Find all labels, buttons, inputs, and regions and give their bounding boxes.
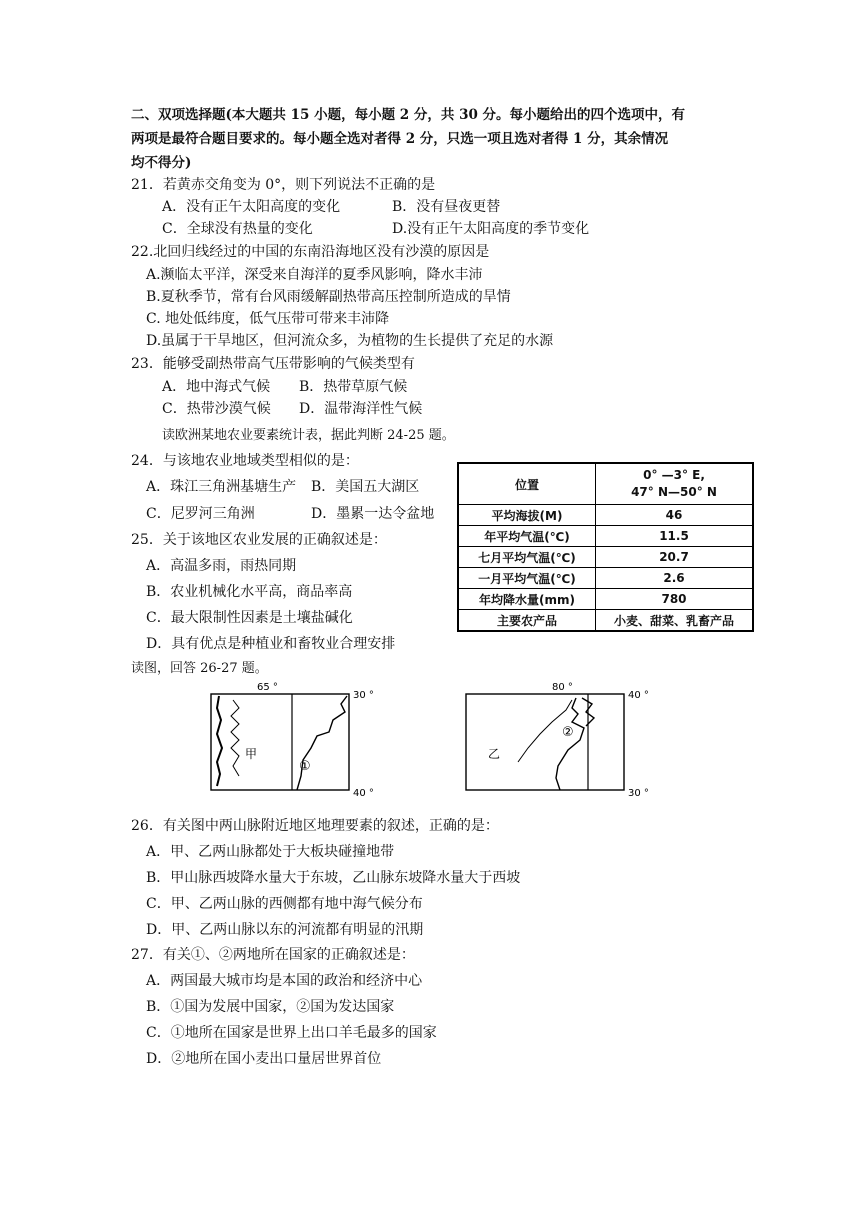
map-1-south-america (205, 678, 385, 800)
q23-option-b: B．热带草原气候 (299, 379, 408, 395)
q27-stem: 27．有关①、②两地所在国家的正确叙述是： (131, 947, 415, 963)
map-2-north-america (460, 678, 650, 800)
q26-option-b: B．甲山脉西坡降水量大于东坡，乙山脉东坡降水量大于西坡 (146, 870, 521, 886)
table-row (458, 526, 753, 547)
q23-stem: 23．能够受副热带高气压带影响的气候类型有 (131, 356, 415, 372)
q27-option-b: B．①国为发展中国家，②国为发达国家 (146, 999, 395, 1015)
map2-top-longitude: 80 ° (552, 682, 573, 693)
table-value: 小麦、甜菜、乳畜产品 (596, 610, 754, 632)
map1-east-coast (297, 696, 347, 790)
q24-option-d: D．墨累一达令盆地 (311, 506, 435, 522)
location-longitude: 0° —3° E, (643, 468, 705, 482)
table-key: 平均海拔(M) (458, 505, 596, 526)
q22-option-b: B.夏秋季节，常有台风雨缓解副热带高压控制所造成的旱情 (146, 289, 511, 305)
q26-option-c: C．甲、乙两山脉的西侧都有地中海气候分布 (146, 896, 423, 912)
table-value-location (596, 463, 754, 505)
q25-option-b: B．农业机械化水平高，商品率高 (146, 584, 353, 600)
q27-option-c: C．①地所在国家是世界上出口羊毛最多的国家 (146, 1025, 437, 1041)
q21-option-d: D.没有正午太阳高度的季节变化 (392, 221, 590, 237)
q24-option-a: A．珠江三角洲基塘生产 (146, 479, 297, 495)
table-key: 年均降水量(mm) (458, 589, 596, 610)
q25-option-a: A．高温多雨，雨热同期 (146, 558, 297, 574)
location-latitude: 47° N—50° N (631, 485, 717, 499)
map2-frame (466, 694, 624, 790)
map1-west-coast (217, 696, 222, 786)
q22-option-a: A.濒临太平洋，深受来自海洋的夏季风影响，降水丰沛 (146, 267, 483, 283)
table-key: 主要农产品 (458, 610, 596, 632)
map2-lat-top: 40 ° (628, 690, 649, 701)
q22-option-d: D.虽属于干旱地区，但河流众多，为植物的生长提供了充足的水源 (146, 333, 554, 349)
map2-coast (556, 698, 584, 790)
map1-mountain-label: 甲 (245, 747, 258, 761)
q24-option-b: B．美国五大湖区 (311, 479, 420, 495)
map1-place-marker: ① (299, 759, 311, 774)
q21-option-c: C．全球没有热量的变化 (162, 221, 313, 237)
table-key: 一月平均气温(℃) (458, 568, 596, 589)
table-row (458, 505, 753, 526)
q22-stem: 22.北回归线经过的中国的东南沿海地区没有沙漠的原因是 (131, 244, 490, 260)
map1-lat-bottom: 40 ° (353, 788, 374, 799)
section-header-line-2: 两项是最符合题目要求的。每小题全选对者得 2 分，只选一项且选对者得 1 分，其余情况 (131, 131, 669, 147)
q26-stem: 26．有关图中两山脉附近地区地理要素的叙述，正确的是： (131, 818, 499, 834)
table-value: 20.7 (596, 547, 754, 568)
q25-option-c: C．最大限制性因素是土壤盐碱化 (146, 610, 353, 626)
q23-option-c: C．热带沙漠气候 (162, 401, 271, 417)
q23-option-a: A．地中海式气候 (162, 379, 271, 395)
q23-option-d: D．温带海洋性气候 (299, 401, 423, 417)
agriculture-stats-table (457, 462, 754, 632)
table-value: 2.6 (596, 568, 754, 589)
q24-stem: 24．与该地农业地域类型相似的是： (131, 453, 359, 469)
q25-option-d: D．具有优点是种植业和畜牧业合理安排 (146, 636, 396, 652)
table-value: 11.5 (596, 526, 754, 547)
table-key: 七月平均气温(℃) (458, 547, 596, 568)
table-row (458, 568, 753, 589)
map1-frame (211, 694, 349, 790)
table-row (458, 547, 753, 568)
map1-top-longitude: 65 ° (257, 682, 278, 693)
map1-mountain-range (231, 700, 239, 776)
q22-option-c: C. 地处低纬度，低气压带可带来丰沛降 (146, 311, 390, 327)
q26-option-d: D．甲、乙两山脉以东的河流都有明显的汛期 (146, 922, 424, 938)
q25-stem: 25．关于该地区农业发展的正确叙述是： (131, 532, 387, 548)
q27-option-a: A．两国最大城市均是本国的政治和经济中心 (146, 973, 423, 989)
q27-option-d: D．②地所在国小麦出口量居世界首位 (146, 1051, 382, 1067)
table-value: 46 (596, 505, 754, 526)
map2-mountain-label: 乙 (488, 747, 501, 761)
table-row (458, 610, 753, 632)
q21-stem: 21．若黄赤交角变为 0°，则下列说法不正确的是 (131, 177, 436, 193)
map2-lat-bottom: 30 ° (628, 788, 649, 799)
section-header-line-1: 二、双项选择题(本大题共 15 小题，每小题 2 分，共 30 分。每小题给出的四个选项中，有 (131, 107, 686, 123)
table-row (458, 463, 753, 505)
map1-lat-top: 30 ° (353, 690, 374, 701)
q26-option-a: A．甲、乙两山脉都处于大板块碰撞地带 (146, 844, 395, 860)
table-key: 年平均气温(℃) (458, 526, 596, 547)
table-row (458, 589, 753, 610)
intro-26-27: 读图，回答 26-27 题。 (131, 661, 268, 676)
table-value: 780 (596, 589, 754, 610)
table-key: 位置 (458, 463, 596, 505)
q21-option-b: B．没有昼夜更替 (392, 199, 501, 215)
intro-24-25: 读欧洲某地农业要素统计表，据此判断 24-25 题。 (162, 428, 455, 443)
q21-option-a: A．没有正午太阳高度的变化 (162, 199, 341, 215)
map2-place-marker: ② (562, 725, 574, 740)
q24-option-c: C．尼罗河三角洲 (146, 506, 255, 522)
section-header-line-3: 均不得分) (131, 155, 192, 171)
